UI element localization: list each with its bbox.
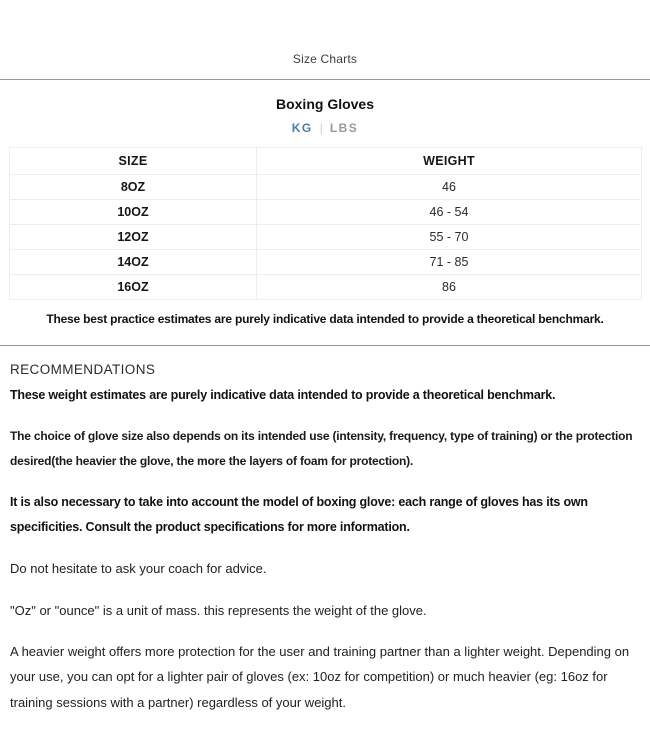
- recommendation-paragraph: A heavier weight offers more protection for the user and training partner than a lighter weight. Depending on your use, you can opt for a lighter pair of gloves (ex: 10oz for competition) or much heavier (eg: 16oz for training sessions with a partner) regardless of your weight.: [10, 644, 630, 710]
- chart-title: Boxing Gloves: [275, 96, 375, 112]
- table-row: [10, 175, 642, 200]
- section-divider: [0, 345, 650, 346]
- header-divider: [0, 79, 650, 80]
- recommendations-heading: RECOMMENDATIONS: [10, 362, 156, 377]
- size-table-header-row: [10, 148, 642, 175]
- recommendation-paragraph: Do not hesitate to ask your coach for advice.: [10, 561, 267, 577]
- weight-cell: 71 - 85: [257, 250, 642, 275]
- size-cell: 10OZ: [10, 200, 257, 225]
- weight-cell: 86: [257, 275, 642, 300]
- unit-kg-button[interactable]: KG: [291, 121, 313, 135]
- recommendation-paragraph: It is also necessary to take into account the model of boxing glove: each range of gloves has its own specificities. Consult the product specifications for more information.: [10, 495, 588, 535]
- size-cell: 8OZ: [10, 175, 257, 200]
- column-header-size: SIZE: [10, 148, 257, 175]
- size-chart-section: [0, 96, 650, 326]
- unit-toggle-separator: |: [319, 121, 323, 135]
- weight-cell: 46: [257, 175, 642, 200]
- size-cell: 14OZ: [10, 250, 257, 275]
- size-table: [9, 147, 642, 300]
- size-cell: 12OZ: [10, 225, 257, 250]
- table-row: [10, 250, 642, 275]
- unit-toggle: [0, 121, 650, 135]
- table-disclaimer-note: These best practice estimates are purely indicative data intended to provide a theoretical benchmark.: [46, 312, 604, 326]
- recommendation-paragraph: These weight estimates are purely indicative data intended to provide a theoretical benchmark.: [10, 388, 556, 402]
- column-header-weight: WEIGHT: [257, 148, 642, 175]
- weight-cell: 46 - 54: [257, 200, 642, 225]
- unit-lbs-button[interactable]: LBS: [329, 121, 359, 135]
- table-row: [10, 200, 642, 225]
- table-row: [10, 225, 642, 250]
- recommendations-section: [0, 362, 650, 715]
- page-title: Size Charts: [292, 52, 358, 66]
- recommendation-paragraph: "Oz" or "ounce" is a unit of mass. this represents the weight of the glove.: [10, 602, 427, 618]
- weight-cell: 55 - 70: [257, 225, 642, 250]
- recommendation-paragraph: The choice of glove size also depends on its intended use (intensity, frequency, type of training) or the protection desired(the heavier the glove, the more the layers of foam for protection).: [10, 429, 633, 469]
- table-row: [10, 275, 642, 300]
- size-cell: 16OZ: [10, 275, 257, 300]
